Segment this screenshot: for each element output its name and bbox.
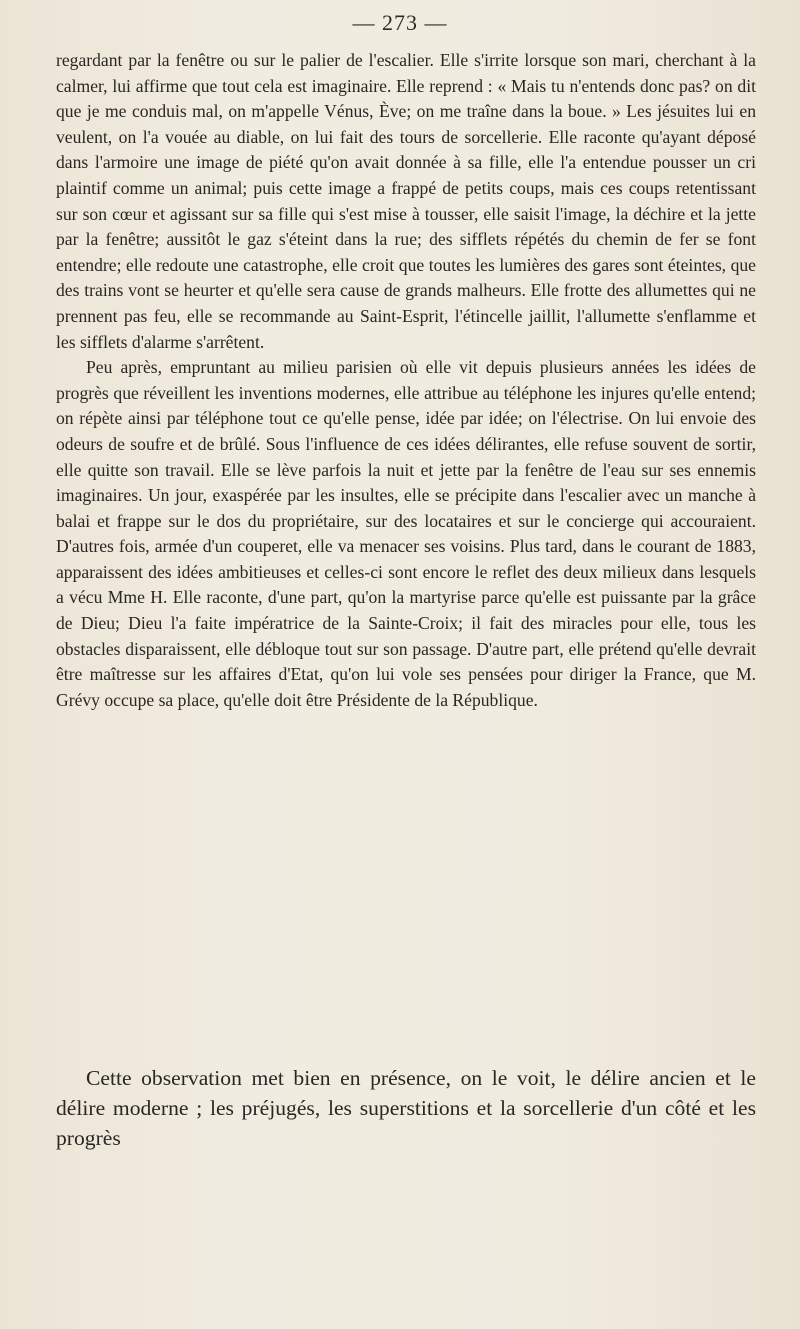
page-number: — 273 — xyxy=(352,10,448,35)
paragraph-continuation: regardant par la fenêtre ou sur le palier de l'escalier. Elle s'irrite lorsque son mari, cherchant à la calmer, lui affirme que tout cela est imaginaire. Elle reprend : « Mais tu n'entends donc pas? on dit que je me conduis mal, on m'appelle Vénus, Ève; on me traîne dans la boue. » Les jésuites lui en veulent, on l'a vouée au diable, on lui fait des tours de sorcellerie. Elle raconte qu'ayant déposé dans l'armoire une image de piété qu'on avait donnée à sa fille, elle l'a entendue pousser un cri plaintif comme un animal; puis cette image a frappé de petits coups, mais ces coups retentissant sur son cœur et agissant sur sa fille qui s'est mise à tousser, elle saisit l'image, la déchire et la jette par la fenêtre; aussitôt le gaz s'éteint dans la rue; des sifflets répétés du chemin de fer se font entendre; elle redoute une catastrophe, elle croit que toutes les lumières des gares sont éteintes, que des trains vont se heurter et qu'elle sera cause de grands malheurs. Elle frotte des allumettes qui ne prennent pas feu, elle se recommande au Saint-Esprit, l'étincelle jaillit, l'allumette s'enflamme et les sifflets d'alarme s'arrêtent. xyxy=(56,50,756,352)
paragraph-observation: Cette observation met bien en présence, on le voit, le délire ancien et le délire moderne ; les préjugés, les superstitions et la sorcellerie d'un côté et les progrès xyxy=(56,1066,756,1150)
body-text xyxy=(56,48,756,713)
paragraph-progress-ideas: Peu après, empruntant au milieu parisien où elle vit depuis plusieurs années les idées de progrès que réveillent les inventions modernes, elle attribue au téléphone les injures qu'elle entend; on répète ainsi par téléphone tout ce qu'elle pense, idée par idée; on l'électrise. On lui envoie des odeurs de soufre et de brûlé. Sous l'influence de ces idées délirantes, elle refuse souvent de sortir, elle quitte son travail. Elle se lève parfois la nuit et jette par la fenêtre de l'eau sur ses ennemis imaginaires. Un jour, exaspérée par les insultes, elle se précipite dans l'escalier avec un manche à balai et frappe sur le dos du propriétaire, sur des locataires et sur le concierge qui accouraient. D'autres fois, armée d'un couperet, elle va menacer ses voisins. Plus tard, dans le courant de 1883, apparaissent des idées ambitieuses et celles-ci sont encore le reflet des deux milieux dans lesquels a vécu Mme H. Elle raconte, d'une part, qu'on la martyrise parce qu'elle est puissante par la grâce de Dieu; Dieu l'a faite impératrice de la Sainte-Croix; il fait des miracles pour elle, tous les obstacles disparaissent, elle débloque tout sur son passage. D'autre part, elle prétend qu'elle devrait être maîtresse sur les affaires d'Etat, qu'on lui vole ses pensées pour diriger la France, que M. Grévy occupe sa place, qu'elle doit être Présidente de la République. xyxy=(56,357,756,710)
